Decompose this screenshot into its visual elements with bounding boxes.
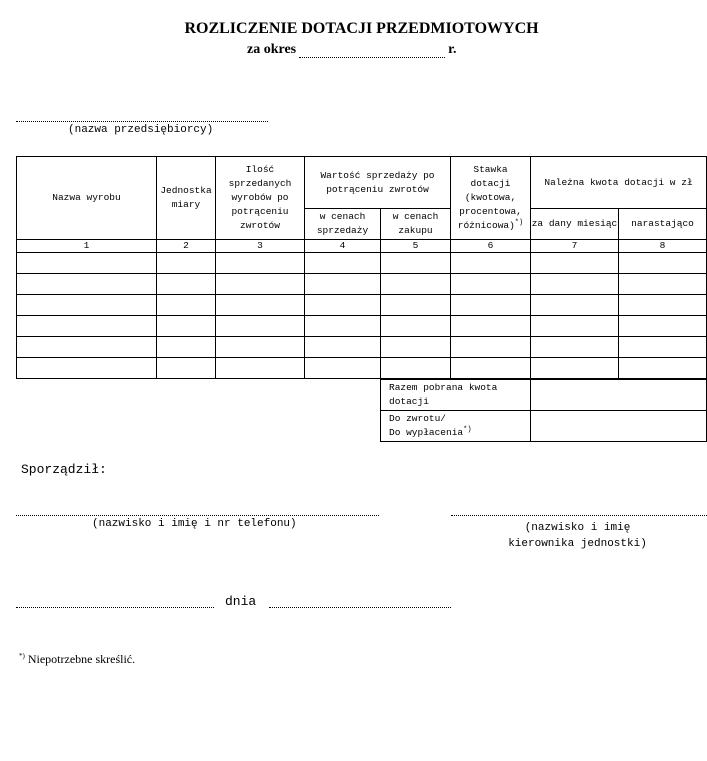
date-field[interactable] <box>269 607 451 608</box>
header-subsidy-due: Należna kwota dotacji w zł <box>531 157 707 209</box>
table-cell[interactable] <box>216 358 305 379</box>
column-number: 4 <box>305 240 381 253</box>
column-number: 1 <box>17 240 157 253</box>
table-row <box>17 295 707 316</box>
table-cell[interactable] <box>619 295 707 316</box>
table-body <box>17 253 707 379</box>
footnote-text: Niepotrzebne skreślić. <box>27 652 136 666</box>
table-cell[interactable] <box>619 316 707 337</box>
company-name-field[interactable] <box>16 121 268 122</box>
header-purchase-price: w cenach zakupu <box>381 209 451 240</box>
summary-refund-text: Do zwrotu/ <box>389 413 447 424</box>
table-cell[interactable] <box>157 253 216 274</box>
summary-refund-label <box>381 411 531 442</box>
header-subsidy-rate: Stawka dotacji (kwotowa, procentowa, różnicowa)*) <box>451 157 531 240</box>
table-cell[interactable] <box>17 253 157 274</box>
table-cell[interactable] <box>305 337 381 358</box>
table-cell[interactable] <box>381 358 451 379</box>
table-cell[interactable] <box>619 274 707 295</box>
table-cell[interactable] <box>157 316 216 337</box>
table-cell[interactable] <box>451 295 531 316</box>
table-cell[interactable] <box>17 337 157 358</box>
column-number: 5 <box>381 240 451 253</box>
table-cell[interactable] <box>305 274 381 295</box>
table-cell[interactable] <box>157 358 216 379</box>
table-row <box>17 253 707 274</box>
summary-total-label: Razem pobrana kwota dotacji <box>381 380 531 411</box>
table-cell[interactable] <box>305 253 381 274</box>
table-cell[interactable] <box>619 358 707 379</box>
table-cell[interactable] <box>531 274 619 295</box>
table-cell[interactable] <box>17 295 157 316</box>
document-title: ROZLICZENIE DOTACJI PRZEDMIOTOWYCH <box>184 20 539 37</box>
period-suffix: r. <box>448 42 457 57</box>
table-cell[interactable] <box>305 316 381 337</box>
table-row <box>17 274 707 295</box>
table-cell[interactable] <box>381 274 451 295</box>
period-field[interactable] <box>299 43 445 58</box>
footnote-mark: *) <box>463 425 472 434</box>
table-row <box>17 337 707 358</box>
summary-table <box>380 379 707 442</box>
header-cumulative: narastająco <box>619 209 707 240</box>
table-cell[interactable] <box>17 316 157 337</box>
table-cell[interactable] <box>216 295 305 316</box>
table-cell[interactable] <box>157 274 216 295</box>
header-unit: Jednostka miary <box>157 157 216 240</box>
manager-signature-field[interactable] <box>451 515 707 516</box>
summary-payout-text: Do wypłacenia <box>389 427 464 438</box>
column-number: 7 <box>531 240 619 253</box>
table-cell[interactable] <box>531 337 619 358</box>
table-cell[interactable] <box>216 274 305 295</box>
preparer-label: (nazwisko i imię i nr telefonu) <box>92 518 297 530</box>
table-row <box>17 316 707 337</box>
footnote-mark: *) <box>514 218 524 227</box>
summary-refund-cell[interactable] <box>531 411 707 442</box>
table-cell[interactable] <box>381 253 451 274</box>
footnote <box>19 652 135 667</box>
settlement-table <box>16 156 707 379</box>
table-cell[interactable] <box>451 316 531 337</box>
company-name-label: (nazwa przedsiębiorcy) <box>68 124 214 136</box>
table-cell[interactable] <box>381 316 451 337</box>
column-number: 8 <box>619 240 707 253</box>
table-cell[interactable] <box>381 295 451 316</box>
table-cell[interactable] <box>305 295 381 316</box>
table-cell[interactable] <box>216 337 305 358</box>
date-label: dnia <box>225 594 257 609</box>
header-product-name: Nazwa wyrobu <box>17 157 157 240</box>
table-cell[interactable] <box>17 274 157 295</box>
table-row <box>17 358 707 379</box>
footnote-mark: *) <box>19 652 25 660</box>
table-cell[interactable] <box>157 337 216 358</box>
table-cell[interactable] <box>451 274 531 295</box>
table-cell[interactable] <box>451 253 531 274</box>
prepared-by-label: Sporządził: <box>21 462 107 477</box>
table-cell[interactable] <box>531 316 619 337</box>
header-sales-value: Wartość sprzedaży po potrąceniu zwrotów <box>305 157 451 209</box>
period-line <box>247 42 457 58</box>
table-cell[interactable] <box>305 358 381 379</box>
table-cell[interactable] <box>531 253 619 274</box>
summary-total-cell[interactable] <box>531 380 707 411</box>
table-cell[interactable] <box>216 316 305 337</box>
place-field[interactable] <box>16 607 214 608</box>
table-cell[interactable] <box>17 358 157 379</box>
table-cell[interactable] <box>451 337 531 358</box>
header-quantity: Ilość sprzedanych wyrobów po potrąceniu zwrotów <box>216 157 305 240</box>
table-cell[interactable] <box>619 253 707 274</box>
manager-label-line2: kierownika jednostki) <box>508 538 647 550</box>
table-cell[interactable] <box>381 337 451 358</box>
manager-label-line1: (nazwisko i imię <box>524 522 631 534</box>
manager-label <box>470 520 685 552</box>
table-cell[interactable] <box>531 295 619 316</box>
table-cell[interactable] <box>216 253 305 274</box>
column-number: 3 <box>216 240 305 253</box>
table-cell[interactable] <box>157 295 216 316</box>
header-month: za dany miesiąc <box>531 209 619 240</box>
period-prefix: za okres <box>247 42 297 57</box>
table-cell[interactable] <box>619 337 707 358</box>
table-cell[interactable] <box>451 358 531 379</box>
column-number: 6 <box>451 240 531 253</box>
header-sales-price: w cenach sprzedaży <box>305 209 381 240</box>
table-cell[interactable] <box>531 358 619 379</box>
column-number: 2 <box>157 240 216 253</box>
preparer-signature-field[interactable] <box>16 515 379 516</box>
